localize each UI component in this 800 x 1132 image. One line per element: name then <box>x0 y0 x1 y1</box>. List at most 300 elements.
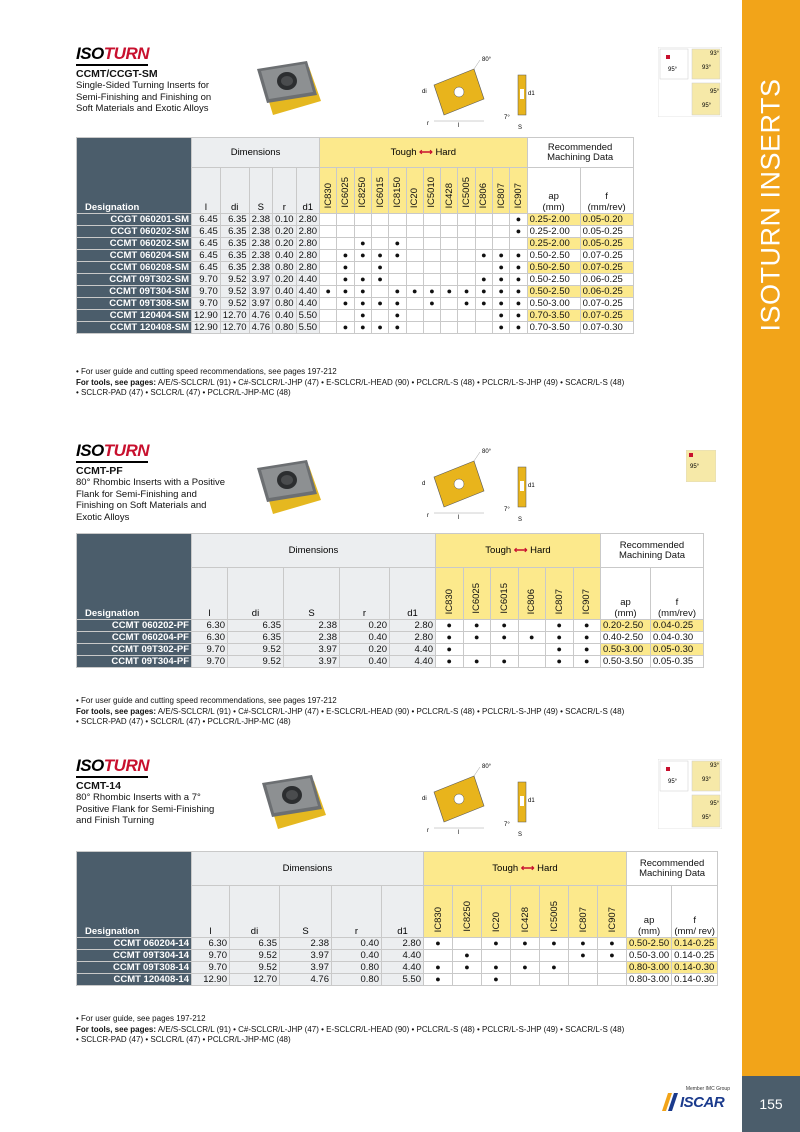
dimension-col-header: d1 <box>382 886 424 938</box>
grade-availability-cell <box>569 974 598 986</box>
svg-text:93°: 93° <box>710 51 720 57</box>
iscar-logo <box>660 1086 730 1114</box>
grade-availability-cell <box>337 310 354 322</box>
grade-header: IC20 <box>406 168 423 214</box>
grade-availability-cell <box>423 322 440 334</box>
grade-availability-cell <box>458 214 475 226</box>
grade-availability-cell: ● <box>371 322 388 334</box>
grade-availability-cell <box>441 274 458 286</box>
dimensions-header: Dimensions <box>192 138 320 168</box>
grade-availability-cell <box>423 226 440 238</box>
grade-availability-cell: ● <box>406 286 423 298</box>
dimension-cell: 0.80 <box>273 298 297 310</box>
grade-availability-cell <box>441 322 458 334</box>
grade-availability-cell <box>320 262 337 274</box>
ap-cell: 0.25-2.00 <box>527 238 580 250</box>
f-cell: 0.05-0.20 <box>580 214 633 226</box>
dimension-cell: 3.97 <box>280 962 332 974</box>
table-row <box>77 298 634 310</box>
double-arrow-icon: ⟷ <box>511 545 531 557</box>
grade-availability-cell: ● <box>475 298 492 310</box>
grade-availability-cell <box>458 262 475 274</box>
dimension-cell: 6.30 <box>192 620 228 632</box>
svg-text:d1: d1 <box>528 798 535 804</box>
dimension-col-header: S <box>280 886 332 938</box>
dimension-cell: 0.80 <box>273 322 297 334</box>
ap-cell: 0.50-2.50 <box>627 938 672 950</box>
grade-availability-cell <box>389 274 406 286</box>
dimension-col-header: S <box>284 568 340 620</box>
f-cell: 0.05-0.35 <box>651 656 704 668</box>
dimension-cell: 9.70 <box>192 274 221 286</box>
specification-table <box>76 851 718 986</box>
designation-cell: CCMT 120408-SM <box>77 322 192 334</box>
grade-availability-cell <box>441 262 458 274</box>
grade-availability-cell <box>441 250 458 262</box>
grade-availability-cell <box>406 298 423 310</box>
grade-availability-cell <box>406 322 423 334</box>
dimension-cell: 6.35 <box>228 632 284 644</box>
grade-availability-cell: ● <box>424 962 453 974</box>
dimension-cell: 12.70 <box>220 310 249 322</box>
svg-text:93°: 93° <box>702 65 712 71</box>
dimension-cell: 6.35 <box>220 214 249 226</box>
table-notes: • For user guide, see pages 197-212 For tools, see pages: A/E/S-SCLCR/L (91) • C#-SCLCR/L-JHP (47) • E-SCLCR/L-HEAD (90) • PCLCR/L-S (48) • PCLCR/L-S-JHP (49) • SCACR/L-S (48) • SCLCR-PAD (47) • SCLCR/L (47) • PCLCR/L-JHP-MC (48) <box>76 1014 625 1045</box>
svg-text:95°: 95° <box>668 779 678 785</box>
grade-availability-cell <box>510 238 527 250</box>
grade-availability-cell: ● <box>337 250 354 262</box>
grade-availability-cell <box>354 262 371 274</box>
brand-name: ISCAR <box>680 1093 725 1111</box>
member-text: Member IMC Group <box>685 1086 730 1092</box>
svg-text:d1: d1 <box>528 483 535 489</box>
dimension-cell: 5.50 <box>296 322 320 334</box>
grade-availability-cell: ● <box>491 620 519 632</box>
svg-text:95°: 95° <box>702 815 712 821</box>
grade-availability-cell <box>475 262 492 274</box>
designation-cell: CCMT 09T308-14 <box>77 962 192 974</box>
grade-availability-cell <box>320 298 337 310</box>
grade-header: IC807 <box>493 168 510 214</box>
svg-text:r: r <box>427 121 429 127</box>
f-cell: 0.07-0.30 <box>580 322 633 334</box>
grade-availability-cell <box>320 274 337 286</box>
dimension-cell: 3.97 <box>249 286 273 298</box>
designation-cell: CCMT 060204-14 <box>77 938 192 950</box>
side-title: ISOTURN INSERTS <box>755 78 786 332</box>
f-header: f (mm/rev) <box>651 568 704 620</box>
grade-header: IC830 <box>436 568 464 620</box>
tools-label: For tools, see pages: <box>76 706 157 716</box>
f-cell: 0.14-0.30 <box>672 974 718 986</box>
grade-availability-cell: ● <box>510 298 527 310</box>
grade-availability-cell: ● <box>510 310 527 322</box>
dimension-cell: 2.80 <box>382 938 424 950</box>
dimension-cell: 2.38 <box>249 250 273 262</box>
dimension-cell: 4.40 <box>296 274 320 286</box>
grade-availability-cell <box>424 950 453 962</box>
f-cell: 0.05-0.25 <box>580 238 633 250</box>
svg-text:95°: 95° <box>702 103 712 109</box>
dimension-cell: 9.70 <box>192 298 221 310</box>
isoturn-logo: ISOTURN <box>76 44 150 63</box>
dimension-cell: 6.35 <box>220 250 249 262</box>
dimension-cell: 9.52 <box>220 298 249 310</box>
dimension-cell: 2.38 <box>284 632 340 644</box>
grade-header: IC807 <box>569 886 598 938</box>
dimension-col-header: l <box>192 886 230 938</box>
grade-availability-cell: ● <box>389 298 406 310</box>
grade-availability-cell: ● <box>389 238 406 250</box>
grade-availability-cell: ● <box>491 656 519 668</box>
grade-availability-cell <box>458 310 475 322</box>
dimension-cell: 4.76 <box>249 322 273 334</box>
product-section <box>76 44 722 131</box>
grade-availability-cell <box>540 950 569 962</box>
dimension-cell: 4.76 <box>249 310 273 322</box>
grade-availability-cell: ● <box>424 938 453 950</box>
grade-availability-cell <box>371 286 388 298</box>
table-row <box>77 620 704 632</box>
svg-text:l: l <box>458 123 460 129</box>
grade-availability-cell: ● <box>493 286 510 298</box>
grade-availability-cell: ● <box>475 250 492 262</box>
grade-availability-cell: ● <box>463 656 491 668</box>
tough-hard-header: Tough ⟷ Hard <box>436 534 601 568</box>
dimension-cell: 9.52 <box>220 286 249 298</box>
dimension-cell: 0.20 <box>273 238 297 250</box>
grade-availability-cell <box>423 214 440 226</box>
ap-header: ap (mm) <box>601 568 651 620</box>
grade-availability-cell: ● <box>493 274 510 286</box>
designation-header: Designation <box>77 852 192 938</box>
grade-header: IC8150 <box>389 168 406 214</box>
dimension-cell: 5.50 <box>382 974 424 986</box>
dimension-cell: 3.97 <box>284 656 340 668</box>
grade-availability-cell <box>569 962 598 974</box>
ap-cell: 0.50-2.50 <box>527 286 580 298</box>
dimension-cell: 2.80 <box>296 250 320 262</box>
section-description: 80° Rhombic Inserts with a Positive Flank for Semi-Finishing and Finishing on Soft Materials and Exotic Alloys <box>76 477 225 523</box>
table-row <box>77 322 634 334</box>
grade-availability-cell: ● <box>540 962 569 974</box>
dimension-cell: 4.40 <box>382 950 424 962</box>
grade-availability-cell: ● <box>493 250 510 262</box>
grade-availability-cell: ● <box>337 286 354 298</box>
double-arrow-icon: ⟷ <box>416 147 436 159</box>
grade-availability-cell: ● <box>510 286 527 298</box>
grade-availability-cell: ● <box>573 620 601 632</box>
grade-availability-cell: ● <box>453 962 482 974</box>
grade-availability-cell <box>453 938 482 950</box>
dimension-cell: 2.80 <box>296 214 320 226</box>
ap-cell: 0.80-3.00 <box>627 974 672 986</box>
svg-text:d1: d1 <box>528 91 535 97</box>
dimension-cell: 9.52 <box>220 274 249 286</box>
svg-text:93°: 93° <box>710 763 720 769</box>
logo-underline <box>76 461 148 463</box>
grade-availability-cell: ● <box>493 322 510 334</box>
f-cell: 0.07-0.25 <box>580 310 633 322</box>
grade-availability-cell <box>598 962 627 974</box>
dimension-cell: 2.38 <box>249 226 273 238</box>
toolholder-diagram <box>658 759 722 834</box>
table-row <box>77 938 718 950</box>
grade-availability-cell: ● <box>510 262 527 274</box>
grade-availability-cell <box>511 950 540 962</box>
grade-availability-cell: ● <box>482 962 511 974</box>
insert-photo <box>251 61 327 130</box>
designation-cell: CCMT 060208-SM <box>77 262 192 274</box>
ap-cell: 0.50-2.50 <box>527 262 580 274</box>
grade-header: IC907 <box>573 568 601 620</box>
grade-availability-cell <box>406 238 423 250</box>
grade-availability-cell <box>458 250 475 262</box>
section-title: CCMT/CCGT-SM <box>76 68 158 80</box>
dimension-cell: 2.80 <box>390 632 436 644</box>
grade-availability-cell <box>475 322 492 334</box>
grade-availability-cell <box>389 214 406 226</box>
grade-availability-cell <box>320 310 337 322</box>
grade-availability-cell <box>423 274 440 286</box>
table-notes: • For user guide and cutting speed recommendations, see pages 197-212 For tools, see pages: A/E/S-SCLCR/L (91) • C#-SCLCR/L-JHP (47) • E-SCLCR/L-HEAD (90) • PCLCR/L-S (48) • PCLCR/L-S-JHP (49) • SCACR/L-S (48) • SCLCR-PAD (47) • SCLCR/L (47) • PCLCR/L-JHP-MC (48) <box>76 367 625 397</box>
grade-availability-cell <box>493 226 510 238</box>
designation-cell: CCGT 060202-SM <box>77 226 192 238</box>
dimension-cell: 4.40 <box>296 286 320 298</box>
table-row <box>77 632 704 644</box>
dimension-cell: 0.20 <box>340 620 390 632</box>
ap-cell: 0.50-2.50 <box>527 250 580 262</box>
grade-availability-cell <box>406 274 423 286</box>
grade-header: IC806 <box>475 168 492 214</box>
grade-availability-cell: ● <box>436 620 464 632</box>
grade-availability-cell <box>518 644 546 656</box>
dimension-cell: 9.52 <box>230 950 280 962</box>
grade-header: IC5005 <box>458 168 475 214</box>
grade-availability-cell: ● <box>354 322 371 334</box>
recommended-header: Recommended Machining Data <box>527 138 633 168</box>
dimension-cell: 6.45 <box>192 250 221 262</box>
page-number: 155 <box>742 1076 800 1132</box>
grade-availability-cell <box>423 250 440 262</box>
grade-availability-cell: ● <box>371 262 388 274</box>
grade-header: IC807 <box>546 568 574 620</box>
grade-availability-cell: ● <box>475 286 492 298</box>
grade-availability-cell <box>518 656 546 668</box>
grade-availability-cell <box>458 274 475 286</box>
designation-cell: CCMT 09T308-SM <box>77 298 192 310</box>
grade-availability-cell: ● <box>337 322 354 334</box>
dimension-cell: 9.70 <box>192 656 228 668</box>
grade-availability-cell: ● <box>354 238 371 250</box>
section-description: 80° Rhombic Inserts with a 7° Positive Flank for Semi-Finishing and Finish Turning <box>76 792 215 826</box>
dimension-col-header: l <box>192 568 228 620</box>
ap-header: ap (mm) <box>527 168 580 214</box>
grade-header: IC6015 <box>371 168 388 214</box>
svg-text:7°: 7° <box>504 507 510 513</box>
table-notes: • For user guide and cutting speed recommendations, see pages 197-212 For tools, see pages: A/E/S-SCLCR/L (91) • C#-SCLCR/L-JHP (47) • E-SCLCR/L-HEAD (90) • PCLCR/L-S (48) • PCLCR/L-S-JHP (49) • SCACR/L-S (48) • SCLCR-PAD (47) • SCLCR/L (47) • PCLCR/L-JHP-MC (48) <box>76 696 625 727</box>
grade-availability-cell: ● <box>569 950 598 962</box>
grade-availability-cell <box>475 310 492 322</box>
insert-photo <box>256 775 332 844</box>
tools-label: For tools, see pages: <box>76 377 157 387</box>
svg-text:7°: 7° <box>504 115 510 121</box>
grade-availability-cell: ● <box>510 250 527 262</box>
dimension-cell: 2.80 <box>296 262 320 274</box>
table-row <box>77 214 634 226</box>
section-description: Single-Sided Turning Inserts for Semi-Finishing and Finishing on Soft Materials and Exotic Alloys <box>76 80 212 114</box>
grade-availability-cell <box>337 238 354 250</box>
grade-availability-cell: ● <box>423 286 440 298</box>
grade-availability-cell <box>406 250 423 262</box>
grade-availability-cell: ● <box>354 286 371 298</box>
dimension-cell: 0.40 <box>340 632 390 644</box>
table-row <box>77 310 634 322</box>
grade-availability-cell: ● <box>371 250 388 262</box>
dimension-cell: 6.35 <box>220 262 249 274</box>
grade-availability-cell <box>463 644 491 656</box>
grade-availability-cell <box>441 226 458 238</box>
grade-availability-cell <box>598 974 627 986</box>
grade-availability-cell <box>354 226 371 238</box>
grade-availability-cell <box>354 214 371 226</box>
recommended-header: Recommended Machining Data <box>601 534 704 568</box>
grade-availability-cell <box>493 238 510 250</box>
dimension-cell: 2.38 <box>280 938 332 950</box>
grade-header: IC907 <box>598 886 627 938</box>
dimension-cell: 9.70 <box>192 644 228 656</box>
ap-cell: 0.50-2.50 <box>527 274 580 286</box>
svg-text:l: l <box>458 830 460 836</box>
svg-text:S: S <box>518 517 523 523</box>
dimension-cell: 3.97 <box>249 274 273 286</box>
ap-cell: 0.20-2.50 <box>601 620 651 632</box>
table-row <box>77 286 634 298</box>
grade-availability-cell <box>540 974 569 986</box>
dimension-cell: 6.45 <box>192 226 221 238</box>
grade-availability-cell: ● <box>546 656 574 668</box>
ap-cell: 0.50-3.00 <box>601 644 651 656</box>
grade-header: IC6025 <box>463 568 491 620</box>
grade-availability-cell: ● <box>337 298 354 310</box>
technical-drawing <box>414 55 554 138</box>
grade-availability-cell <box>406 226 423 238</box>
dimension-cell: 9.52 <box>228 644 284 656</box>
dimension-cell: 6.45 <box>192 238 221 250</box>
dimension-cell: 0.40 <box>273 310 297 322</box>
dimension-cell: 4.40 <box>296 298 320 310</box>
grade-availability-cell <box>475 226 492 238</box>
dimension-cell: 9.70 <box>192 962 230 974</box>
logo-underline <box>76 64 148 66</box>
grade-availability-cell <box>441 298 458 310</box>
tough-hard-header: Tough ⟷ Hard <box>424 852 627 886</box>
grade-availability-cell <box>453 974 482 986</box>
dimension-cell: 0.20 <box>273 274 297 286</box>
grade-availability-cell <box>406 262 423 274</box>
grade-availability-cell <box>320 226 337 238</box>
dimension-col-header: d1 <box>296 168 320 214</box>
ap-cell: 0.50-3.00 <box>527 298 580 310</box>
grade-availability-cell: ● <box>482 938 511 950</box>
f-cell: 0.05-0.30 <box>651 644 704 656</box>
recommended-header: Recommended Machining Data <box>627 852 718 886</box>
f-cell: 0.14-0.25 <box>672 938 718 950</box>
designation-cell: CCMT 09T302-SM <box>77 274 192 286</box>
dimension-cell: 2.80 <box>390 620 436 632</box>
dimension-col-header: di <box>220 168 249 214</box>
grade-availability-cell: ● <box>573 632 601 644</box>
drawing-angle-label: 80° <box>482 449 492 455</box>
grade-availability-cell <box>423 238 440 250</box>
dimension-cell: 0.20 <box>340 644 390 656</box>
dimension-cell: 12.70 <box>230 974 280 986</box>
dimension-cell: 4.40 <box>390 656 436 668</box>
double-arrow-icon: ⟷ <box>518 863 538 875</box>
table-row <box>77 250 634 262</box>
grade-availability-cell: ● <box>371 298 388 310</box>
grade-header: IC806 <box>518 568 546 620</box>
insert-photo <box>251 460 327 529</box>
dimension-cell: 2.38 <box>249 238 273 250</box>
grade-availability-cell <box>458 322 475 334</box>
dimension-cell: 0.40 <box>332 950 382 962</box>
toolholder-diagram <box>686 450 716 487</box>
drawing-angle-label: 80° <box>482 57 492 63</box>
specification-table <box>76 533 704 668</box>
f-cell: 0.06-0.25 <box>580 274 633 286</box>
dimension-cell: 9.70 <box>192 286 221 298</box>
logo-underline <box>76 776 148 778</box>
ap-cell: 0.80-3.00 <box>627 962 672 974</box>
dimension-cell: 4.40 <box>390 644 436 656</box>
svg-text:7°: 7° <box>504 822 510 828</box>
dimension-cell: 12.90 <box>192 974 230 986</box>
grade-availability-cell <box>458 226 475 238</box>
grade-availability-cell <box>441 238 458 250</box>
section-title: CCMT-PF <box>76 465 123 477</box>
iscar-mark-icon <box>660 1093 680 1111</box>
grade-header: IC8250 <box>354 168 371 214</box>
tough-hard-header: Tough ⟷ Hard <box>320 138 528 168</box>
table-row <box>77 962 718 974</box>
dimension-cell: 6.35 <box>220 226 249 238</box>
designation-cell: CCMT 060204-PF <box>77 632 192 644</box>
dimension-cell: 6.30 <box>192 938 230 950</box>
grade-availability-cell <box>371 226 388 238</box>
grade-availability-cell: ● <box>546 632 574 644</box>
f-cell: 0.14-0.30 <box>672 962 718 974</box>
dimension-cell: 2.38 <box>284 620 340 632</box>
grade-availability-cell: ● <box>518 632 546 644</box>
designation-cell: CCMT 09T304-PF <box>77 656 192 668</box>
grade-header: IC6015 <box>491 568 519 620</box>
drawing-angle-label: 80° <box>482 764 492 770</box>
grade-availability-cell: ● <box>475 274 492 286</box>
technical-drawing <box>414 447 554 530</box>
grade-availability-cell: ● <box>493 298 510 310</box>
grade-availability-cell: ● <box>354 274 371 286</box>
svg-text:d: d <box>422 481 426 487</box>
grade-availability-cell: ● <box>389 250 406 262</box>
dimension-cell: 0.20 <box>273 226 297 238</box>
dimension-cell: 6.35 <box>220 238 249 250</box>
ap-cell: 0.50-3.50 <box>601 656 651 668</box>
f-cell: 0.07-0.25 <box>580 250 633 262</box>
grade-availability-cell: ● <box>493 310 510 322</box>
grade-availability-cell: ● <box>436 656 464 668</box>
grade-availability-cell <box>493 214 510 226</box>
